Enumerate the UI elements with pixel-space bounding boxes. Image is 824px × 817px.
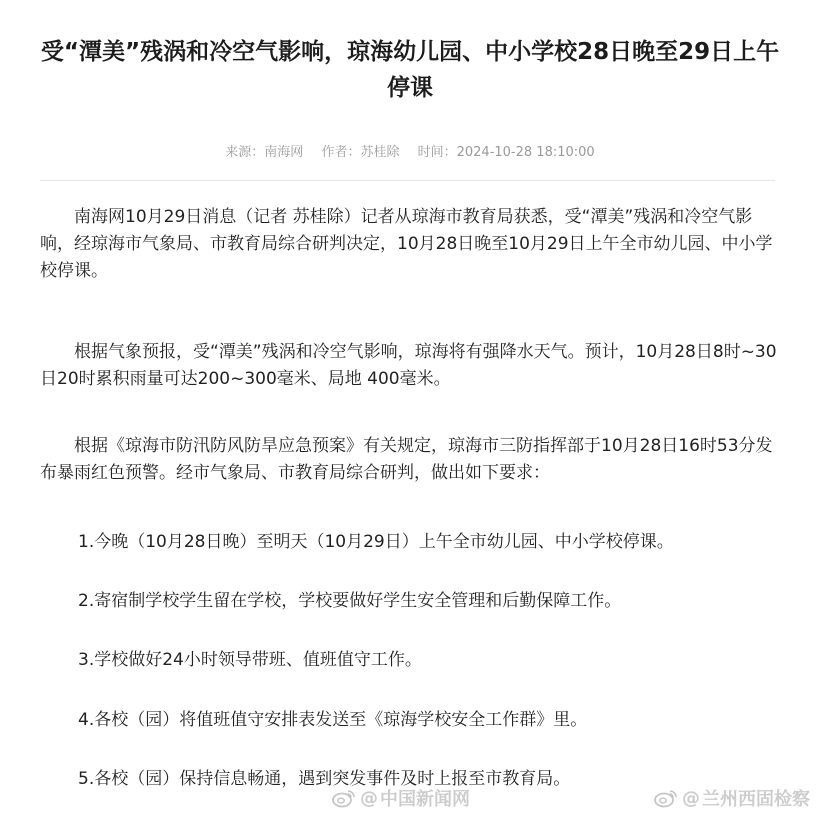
divider bbox=[40, 180, 775, 181]
watermark-text: 兰州西固检察 bbox=[702, 789, 810, 810]
list-item-1: 1.今晚（10月28日晚）至明天（10月29日）上午全市幼儿园、中小学校停课。 bbox=[78, 532, 674, 552]
meta-source: 来源：南海网 bbox=[225, 145, 304, 160]
paragraph-2: 根据气象预报，受“潭美”残涡和冷空气影响，琼海将有强降水天气。预计，10月28日8时~30日20时累积雨量可达200~300毫米、局地 400毫米。 bbox=[40, 342, 777, 389]
list-item-5: 5.各校（园）保持信息畅通，遇到突发事件及时上报至市教育局。 bbox=[78, 769, 571, 789]
article-meta bbox=[40, 144, 780, 162]
paragraph-3: 根据《琼海市防汛防风防旱应急预案》有关规定，琼海市三防指挥部于10月28日16时53分发布暴雨红色预警。经市气象局、市教育局综合研判，做出如下要求： bbox=[40, 436, 773, 483]
meta-author: 作者：苏桂除 bbox=[321, 145, 400, 160]
weibo-icon bbox=[654, 788, 678, 808]
watermark-chinanews bbox=[332, 784, 470, 812]
watermark-at: @ bbox=[360, 787, 378, 809]
weibo-icon bbox=[332, 788, 356, 808]
meta-time: 时间：2024-10-28 18:10:00 bbox=[417, 145, 595, 160]
watermark-at: @ bbox=[682, 787, 700, 809]
list-item-3: 3.学校做好24小时领导带班、值班值守工作。 bbox=[78, 650, 422, 670]
article-header bbox=[40, 0, 780, 181]
paragraph-1: 南海网10月29日消息（记者 苏桂除）记者从琼海市教育局获悉，受“潭美”残涡和冷空气影响，经琼海市气象局、市教育局综合研判决定，10月28日晚至10月29日上午全市幼儿园、中小学校停课。 bbox=[40, 207, 773, 281]
list-item-2: 2.寄宿制学校学生留在学校，学校要做好学生安全管理和后勤保障工作。 bbox=[78, 591, 622, 611]
watermark-text: 中国新闻网 bbox=[380, 789, 470, 810]
article-title: 受“潭美”残涡和冷空气影响，琼海幼儿园、中小学校28日晚至29日上午停课 bbox=[40, 39, 780, 101]
list-item-4: 4.各校（园）将值班值守安排表发送至《琼海学校安全工作群》里。 bbox=[78, 710, 588, 730]
watermark-lanzhou bbox=[654, 784, 810, 812]
